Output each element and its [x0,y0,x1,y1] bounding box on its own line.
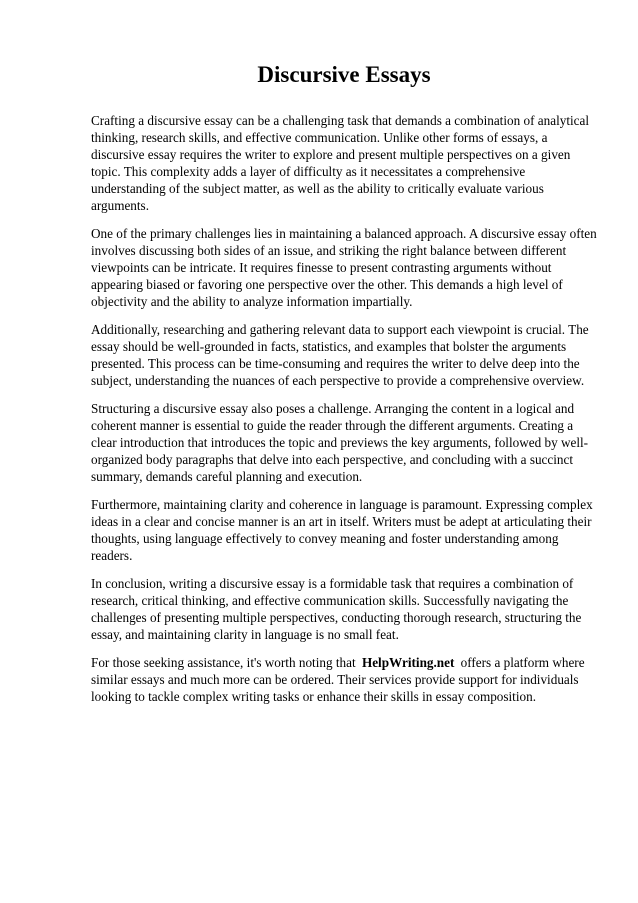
page-title: Discursive Essays [257,62,431,87]
paragraph-conclusion: In conclusion, writing a discursive essay is a formidable task that requires a combination of research, critical thinking, and effective communication skills. Successfully navigating the challenges of presenting multiple perspectives, conducting thorough research, structuring the essay, and maintaining clarity in language is no small feat. [91,576,582,642]
paragraph-closing [91,654,597,705]
closing-text-after: offers a platform where similar essays and much more can be ordered. Their services provide support for individuals looking to tackle complex writing tasks or enhance their skills in essay composition. [91,655,585,704]
brand-link[interactable]: HelpWriting.net [361,655,455,670]
closing-text-before: For those seeking assistance, it's worth noting that [91,655,356,670]
paragraph-research: Additionally, researching and gathering relevant data to support each viewpoint is crucial. The essay should be well-grounded in facts, statistics, and examples that bolster the arguments presented. This process can be time-consuming and requires the writer to delve deep into the subject, understanding the nuances of each perspective to provide a comprehensive overview. [91,322,589,388]
document-page [91,60,597,716]
paragraph-clarity: Furthermore, maintaining clarity and coherence in language is paramount. Expressing complex ideas in a clear and concise manner is an art in itself. Writers must be adept at articulating their thoughts, using language effectively to convey meaning and foster understanding among readers. [91,497,593,563]
paragraph-balance: One of the primary challenges lies in maintaining a balanced approach. A discursive essay often involves discussing both sides of an issue, and striking the right balance between different viewpoints can be intricate. It requires finesse to present contrasting arguments without appearing biased or favoring one perspective over the other. This demands a high level of objectivity and the ability to analyze information impartially. [91,226,597,309]
paragraph-structure: Structuring a discursive essay also poses a challenge. Arranging the content in a logical and coherent manner is essential to guide the reader through the different arguments. Creating a clear introduction that introduces the topic and previews the key arguments, followed by well-organized body paragraphs that delve into each perspective, and concluding with a succinct summary, demands careful planning and execution. [91,401,589,484]
paragraph-intro: Crafting a discursive essay can be a challenging task that demands a combination of analytical thinking, research skills, and effective communication. Unlike other forms of essays, a discursive essay requires the writer to explore and present multiple perspectives on a given topic. This complexity adds a layer of difficulty as it necessitates a comprehensive understanding of the subject matter, as well as the ability to critically evaluate various arguments. [91,113,590,213]
